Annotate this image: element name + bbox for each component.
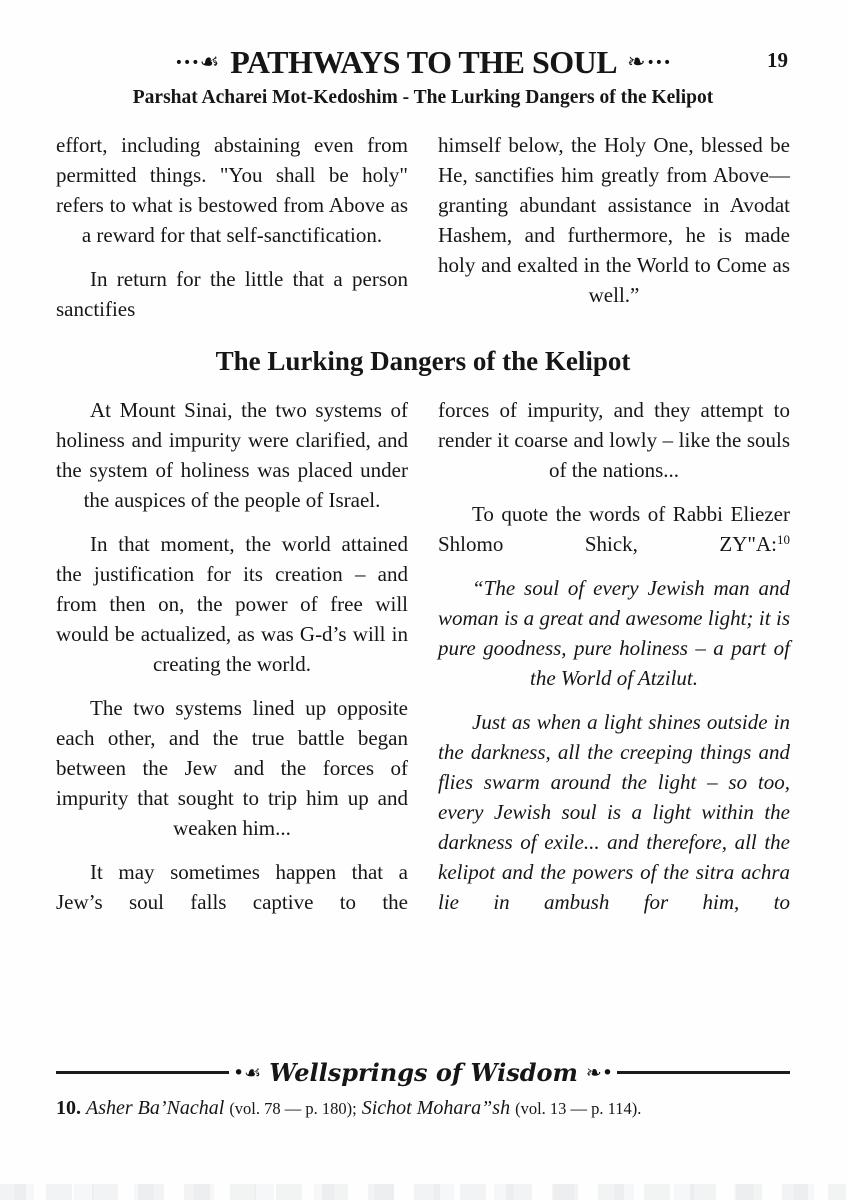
intro-left-column bbox=[56, 130, 408, 324]
body-left-column bbox=[56, 395, 408, 917]
divider-flourish-right-icon: ❧• bbox=[585, 1061, 614, 1084]
divider-flourish-left-icon: •☙ bbox=[232, 1061, 262, 1084]
section-heading: The Lurking Dangers of the Kelipot bbox=[215, 346, 631, 376]
divider-rule-right bbox=[617, 1071, 790, 1074]
paragraph: himself below, the Holy One, blessed be He, sanctifies him greatly from Above—granting abundant assistance in Avodat Hashem, and furthermore, he is made holy and exalted in the World to Come as well.” bbox=[438, 133, 790, 307]
page-header bbox=[0, 0, 846, 109]
paragraph: To quote the words of Rabbi Eliezer Shlomo Shick, ZY"A:$^{10}$ bbox=[438, 502, 790, 556]
page-footer bbox=[0, 1058, 846, 1120]
footnote-reference: 10 bbox=[777, 532, 790, 547]
footnote-number: 10. bbox=[56, 1097, 81, 1119]
book-title: PATHWAYS TO THE SOUL bbox=[230, 44, 618, 80]
paragraph: effort, including abstaining even from permitted things. "You shall be holy" refers to what is bestowed from Above as a reward for that self-sanctification. bbox=[56, 133, 408, 247]
paragraph: In return for the little that a person sanctifies bbox=[56, 267, 408, 321]
footnote bbox=[56, 1097, 790, 1120]
paragraph: The two systems lined up opposite each other, and the true battle began between the Jew and the forces of impurity that sought to trip him up and weaken him... bbox=[56, 696, 408, 840]
footnote-detail: (vol. 78 — p. 180); bbox=[229, 1099, 357, 1118]
body-two-columns bbox=[0, 395, 846, 917]
body-right-column bbox=[438, 395, 790, 917]
intro-right-column bbox=[438, 130, 790, 324]
quote-paragraph: “The soul of every Jewish man and woman is a great and awesome light; it is pure goodness, pure holiness – a part of the World of Atzilut. bbox=[438, 576, 790, 690]
flourish-right-icon: ❧••• bbox=[627, 49, 672, 75]
paragraph: In that moment, the world attained the justification for its creation – and from then on, the power of free will would be actualized, as was G-d’s will in creating the world. bbox=[56, 532, 408, 676]
intro-two-columns bbox=[0, 130, 846, 324]
footnote-source: Sichot Mohara”sh bbox=[361, 1097, 511, 1119]
divider-title: Wellsprings of Wisdom bbox=[269, 1058, 578, 1087]
quote-paragraph: Just as when a light shines outside in the darkness, all the creeping things and flies swarm around the light – so too, every Jewish soul is a light within the darkness of exile... and therefore, all the kelipot and the powers of the sitra achra lie in ambush for him, to bbox=[438, 710, 790, 914]
next-page-bleed-through bbox=[0, 1184, 846, 1200]
page-number: 19 bbox=[767, 48, 788, 72]
flourish-left-icon: •••☙ bbox=[174, 49, 221, 75]
paragraph: At Mount Sinai, the two systems of holiness and impurity were clarified, and the system of holiness was placed under the auspices of the people of Israel. bbox=[56, 398, 408, 512]
footnote-source: Asher Ba’Nachal bbox=[86, 1097, 225, 1119]
divider-rule-left bbox=[56, 1071, 229, 1074]
paragraph: It may sometimes happen that a Jew’s soul falls captive to the bbox=[56, 860, 408, 914]
title-row bbox=[0, 44, 846, 81]
footnote-divider bbox=[56, 1058, 790, 1087]
footnote-detail: (vol. 13 — p. 114). bbox=[515, 1099, 642, 1118]
chapter-subtitle: Parshat Acharei Mot-Kedoshim - The Lurking Dangers of the Kelipot bbox=[132, 87, 714, 108]
paragraph: forces of impurity, and they attempt to render it coarse and lowly – like the souls of the nations... bbox=[438, 398, 790, 482]
